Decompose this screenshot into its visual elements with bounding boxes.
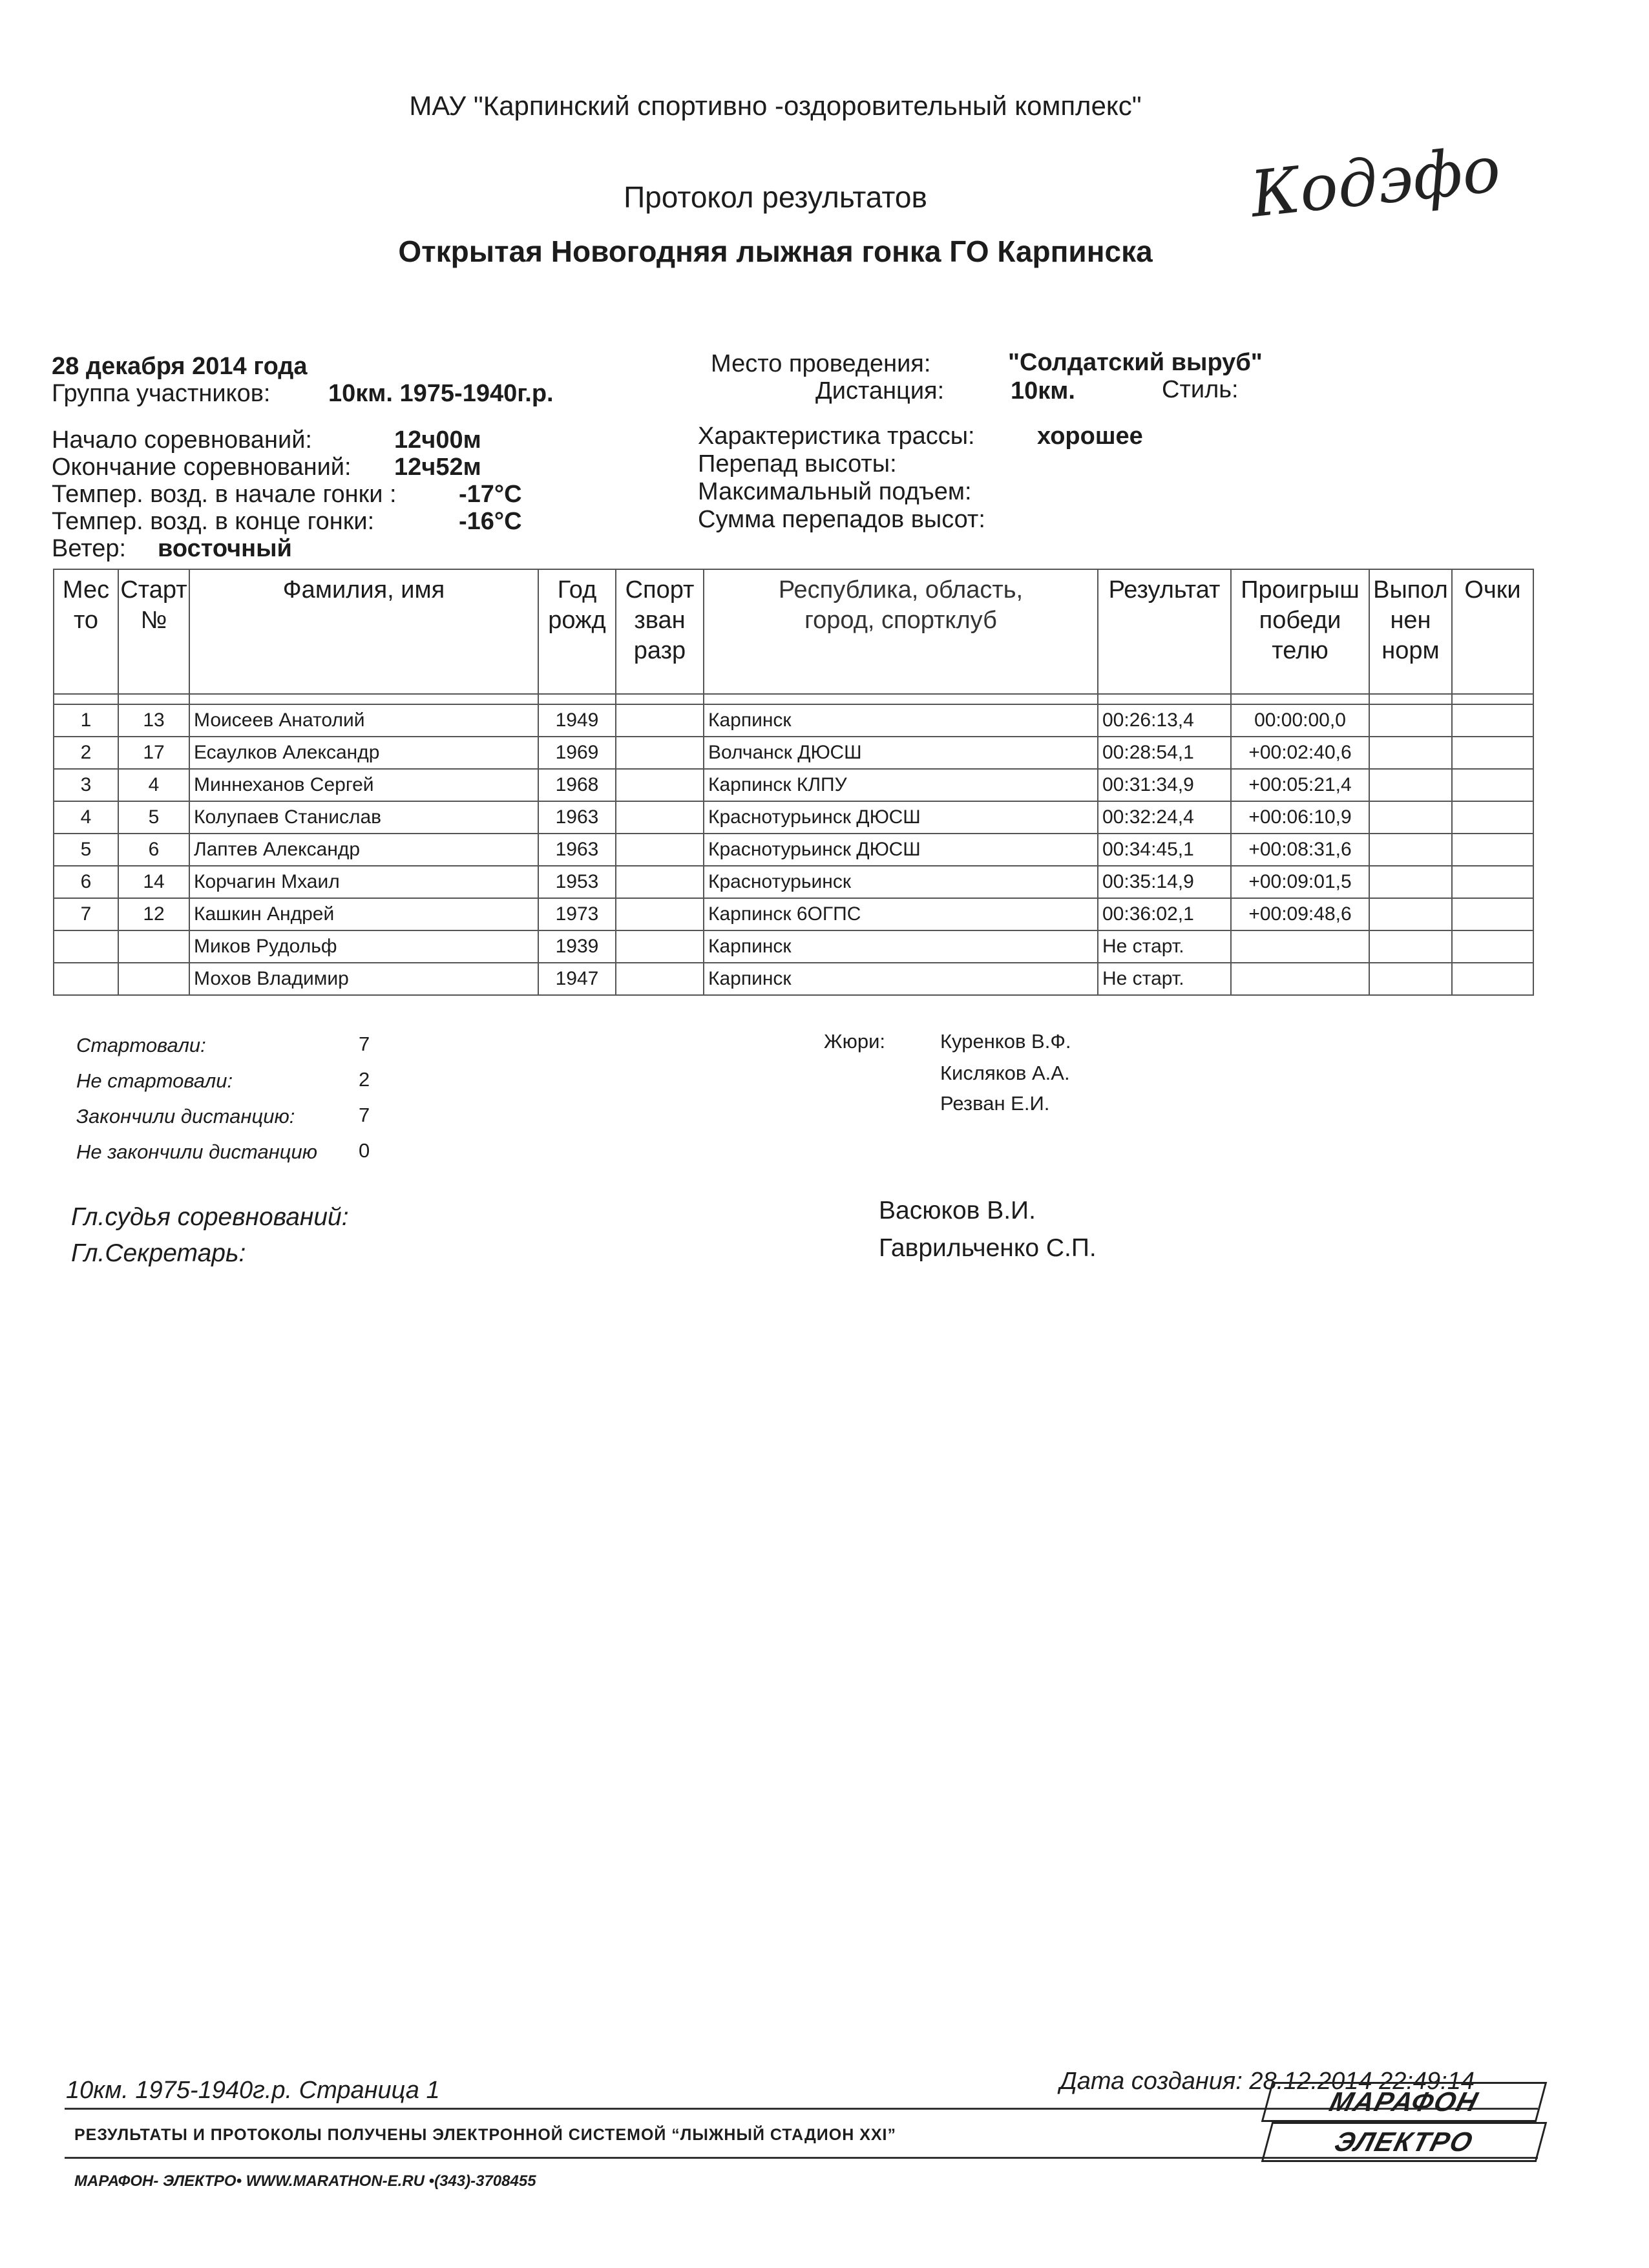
club-cell: Карпинск КЛПУ [704, 769, 1098, 801]
group-value: 10км. 1975-1940г.р. [328, 380, 554, 407]
bib-cell: 14 [118, 866, 189, 898]
name-cell: Миннеханов Сергей [189, 769, 538, 801]
handwritten-mark: Кодэфо [1247, 132, 1504, 232]
name-cell: Кашкин Андрей [189, 898, 538, 930]
not-started-label: Не стартовали: [76, 1069, 233, 1092]
track-label: Характеристика трассы: [698, 423, 975, 450]
place-cell: 5 [54, 834, 118, 866]
jury-member: Куренков В.Ф. [940, 1030, 1071, 1053]
bib-cell: 5 [118, 801, 189, 834]
temp-start-label: Темпер. возд. в начале гонки : [52, 481, 397, 508]
distance-value: 10км. [1011, 377, 1075, 404]
bib-cell: 4 [118, 769, 189, 801]
table-row [54, 769, 1533, 801]
club-cell: Краснотурьинск [704, 866, 1098, 898]
behind-cell [1231, 963, 1369, 995]
behind-cell: +00:09:01,5 [1231, 866, 1369, 898]
year-cell: 1949 [538, 704, 616, 737]
header-norm: Выпол нен норм [1369, 569, 1452, 694]
year-cell: 1939 [538, 930, 616, 963]
not-finished-label: Не закончили дистанцию [76, 1140, 318, 1163]
table-row [54, 866, 1533, 898]
year-cell: 1969 [538, 737, 616, 769]
bib-cell [118, 930, 189, 963]
rank-cell [616, 737, 704, 769]
behind-cell [1231, 930, 1369, 963]
bib-cell: 12 [118, 898, 189, 930]
norm-cell [1369, 737, 1452, 769]
creation-date: Дата создания: 28.12.2014 22:49:14 [1060, 2068, 1475, 2095]
finished-label: Закончили дистанцию: [76, 1105, 295, 1128]
header-year: Год рожд [538, 569, 616, 694]
not-started-count: 2 [359, 1068, 370, 1091]
rank-cell [616, 769, 704, 801]
result-cell: 00:36:02,1 [1098, 898, 1231, 930]
points-cell [1452, 737, 1533, 769]
logo-text-top: МАРАФОН [1261, 2082, 1548, 2122]
name-cell: Мохов Владимир [189, 963, 538, 995]
result-cell: 00:28:54,1 [1098, 737, 1231, 769]
logo-text-bottom: ЭЛЕКТРО [1261, 2122, 1548, 2162]
style-label: Стиль: [1162, 376, 1239, 403]
place-cell: 3 [54, 769, 118, 801]
table-spacer-row [54, 694, 1533, 704]
club-cell: Карпинск 6ОГПС [704, 898, 1098, 930]
points-cell [1452, 801, 1533, 834]
protocol-title: Протокол результатов [624, 180, 927, 214]
place-cell: 4 [54, 801, 118, 834]
header-points: Очки [1452, 569, 1533, 694]
venue-label: Место проведения: [711, 350, 931, 377]
norm-cell [1369, 704, 1452, 737]
table-row [54, 737, 1533, 769]
header-place: Мес то [54, 569, 118, 694]
name-cell: Лаптев Александр [189, 834, 538, 866]
club-cell: Краснотурьинск ДЮСШ [704, 834, 1098, 866]
table-header-row [54, 569, 1533, 694]
started-count: 7 [359, 1033, 370, 1055]
jury-member: Резван Е.И. [940, 1092, 1050, 1115]
behind-cell: +00:05:21,4 [1231, 769, 1369, 801]
name-cell: Миков Рудольф [189, 930, 538, 963]
page-footer-label: 10км. 1975-1940г.р. Страница 1 [66, 2077, 440, 2104]
marathon-electro-logo [1266, 2082, 1538, 2166]
rank-cell [616, 801, 704, 834]
rank-cell [616, 704, 704, 737]
finished-count: 7 [359, 1104, 370, 1126]
name-cell: Колупаев Станислав [189, 801, 538, 834]
table-row [54, 834, 1533, 866]
table-row [54, 898, 1533, 930]
name-cell: Корчагин Мхаил [189, 866, 538, 898]
header-bib: Старт № [118, 569, 189, 694]
table-row [54, 801, 1533, 834]
place-cell: 1 [54, 704, 118, 737]
header-rank: Спорт зван разр [616, 569, 704, 694]
result-cell: 00:35:14,9 [1098, 866, 1231, 898]
result-cell: Не старт. [1098, 930, 1231, 963]
height-diff-label: Перепад высоты: [698, 450, 897, 478]
points-cell [1452, 866, 1533, 898]
result-cell: 00:26:13,4 [1098, 704, 1231, 737]
behind-cell: +00:09:48,6 [1231, 898, 1369, 930]
behind-cell: 00:00:00,0 [1231, 704, 1369, 737]
behind-cell: +00:06:10,9 [1231, 801, 1369, 834]
event-title: Открытая Новогодняя лыжная гонка ГО Карпинска [398, 235, 1153, 268]
club-cell: Карпинск [704, 930, 1098, 963]
venue-value: "Солдатский выруб" [1008, 349, 1263, 376]
bib-cell [118, 963, 189, 995]
result-cell: 00:34:45,1 [1098, 834, 1231, 866]
points-cell [1452, 769, 1533, 801]
not-finished-count: 0 [359, 1139, 370, 1162]
place-cell: 2 [54, 737, 118, 769]
table-row [54, 704, 1533, 737]
end-time-label: Окончание соревнований: [52, 454, 352, 481]
wind-label: Ветер: [52, 535, 127, 562]
place-cell [54, 963, 118, 995]
club-cell: Краснотурьинск ДЮСШ [704, 801, 1098, 834]
event-date: 28 декабря 2014 года [52, 353, 308, 380]
norm-cell [1369, 801, 1452, 834]
norm-cell [1369, 866, 1452, 898]
contacts: МАРАФОН- ЭЛЕКТРО• WWW.MARATHON-E.RU •(343)-3708455 [74, 2172, 536, 2190]
end-time-value: 12ч52м [394, 454, 481, 481]
rank-cell [616, 963, 704, 995]
track-value: хорошее [1037, 423, 1143, 450]
norm-cell [1369, 963, 1452, 995]
header-name: Фамилия, имя [189, 569, 538, 694]
chief-judge-name: Васюков В.И. [879, 1197, 1036, 1224]
system-notice: РЕЗУЛЬТАТЫ И ПРОТОКОЛЫ ПОЛУЧЕНЫ ЭЛЕКТРОННОЙ СИСТЕМОЙ “ЛЫЖНЫЙ СТАДИОН XXI” [74, 2126, 896, 2144]
behind-cell: +00:08:31,6 [1231, 834, 1369, 866]
bib-cell: 17 [118, 737, 189, 769]
result-cell: Не старт. [1098, 963, 1231, 995]
points-cell [1452, 930, 1533, 963]
chief-judge-label: Гл.судья соревнований: [71, 1203, 349, 1231]
organization-name: МАУ "Карпинский спортивно -оздоровительный комплекс" [409, 90, 1142, 121]
table-row [54, 963, 1533, 995]
header-club: Республика, область, город, спортклуб [704, 569, 1098, 694]
points-cell [1452, 704, 1533, 737]
name-cell: Есаулков Александр [189, 737, 538, 769]
started-label: Стартовали: [76, 1034, 206, 1056]
jury-label: Жюри: [824, 1030, 886, 1053]
rank-cell [616, 898, 704, 930]
behind-cell: +00:02:40,6 [1231, 737, 1369, 769]
group-label: Группа участников: [52, 380, 271, 407]
club-cell: Карпинск [704, 704, 1098, 737]
temp-end-value: -16°C [459, 508, 522, 535]
results-table [53, 569, 1534, 996]
total-climb-label: Сумма перепадов высот: [698, 506, 985, 533]
wind-value: восточный [158, 535, 292, 562]
distance-label: Дистанция: [815, 377, 945, 404]
norm-cell [1369, 834, 1452, 866]
place-cell: 6 [54, 866, 118, 898]
year-cell: 1973 [538, 898, 616, 930]
jury-member: Кисляков А.А. [940, 1062, 1070, 1084]
header-result: Результат [1098, 569, 1231, 694]
norm-cell [1369, 898, 1452, 930]
result-cell: 00:32:24,4 [1098, 801, 1231, 834]
table-row [54, 930, 1533, 963]
chief-secretary-name: Гаврильченко С.П. [879, 1234, 1097, 1262]
header-behind: Проигрыш победи телю [1231, 569, 1369, 694]
year-cell: 1968 [538, 769, 616, 801]
temp-start-value: -17°C [459, 481, 522, 508]
year-cell: 1963 [538, 834, 616, 866]
start-time-label: Начало соревнований: [52, 426, 312, 454]
year-cell: 1947 [538, 963, 616, 995]
result-cell: 00:31:34,9 [1098, 769, 1231, 801]
bib-cell: 13 [118, 704, 189, 737]
bib-cell: 6 [118, 834, 189, 866]
max-climb-label: Максимальный подъем: [698, 478, 972, 505]
club-cell: Волчанск ДЮСШ [704, 737, 1098, 769]
chief-secretary-label: Гл.Секретарь: [71, 1239, 246, 1267]
club-cell: Карпинск [704, 963, 1098, 995]
points-cell [1452, 963, 1533, 995]
temp-end-label: Темпер. возд. в конце гонки: [52, 508, 375, 535]
place-cell [54, 930, 118, 963]
points-cell [1452, 898, 1533, 930]
name-cell: Моисеев Анатолий [189, 704, 538, 737]
year-cell: 1963 [538, 801, 616, 834]
year-cell: 1953 [538, 866, 616, 898]
rank-cell [616, 866, 704, 898]
rank-cell [616, 834, 704, 866]
norm-cell [1369, 769, 1452, 801]
start-time-value: 12ч00м [394, 426, 481, 454]
points-cell [1452, 834, 1533, 866]
rank-cell [616, 930, 704, 963]
place-cell: 7 [54, 898, 118, 930]
norm-cell [1369, 930, 1452, 963]
